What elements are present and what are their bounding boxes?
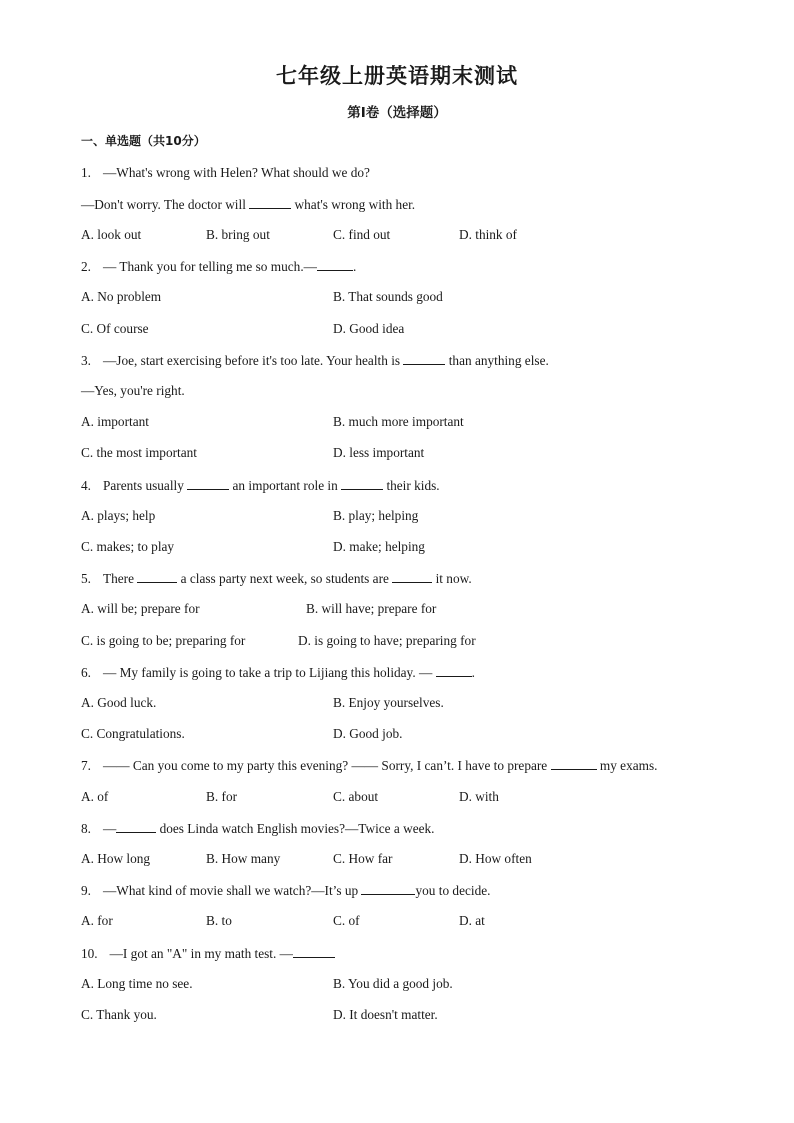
option-a[interactable]: A. of (81, 789, 109, 804)
question-text: —— Can you come to my party this evening? —— Sorry, I can’t. I have to prepare (102, 758, 548, 773)
question-text: — Thank you for telling me so much.— (102, 259, 317, 274)
option-a[interactable]: A. Good luck. (81, 695, 157, 710)
option-c[interactable]: C. is going to be; preparing for (81, 633, 246, 648)
question-number: 1. (81, 165, 91, 180)
question-number: 5. (81, 571, 91, 586)
answer-blank[interactable] (341, 476, 383, 490)
option-d[interactable]: D. at (459, 913, 485, 928)
option-c[interactable]: C. makes; to play (81, 539, 175, 554)
question-text: — My family is going to take a trip to Lijiang this holiday. — (102, 665, 433, 680)
question-number: 4. (81, 478, 91, 493)
question-7 (81, 756, 657, 775)
option-c[interactable]: C. Thank you. (81, 1007, 157, 1022)
question-text: —What kind of movie shall we watch?—It’s up (102, 883, 359, 898)
option-c[interactable]: C. of (333, 913, 360, 928)
question-text: it now. (435, 571, 472, 586)
page-title: 七年级上册英语期末测试 (276, 64, 518, 88)
option-d[interactable]: D. with (459, 789, 499, 804)
question-3-line2: —Yes, you're right. (81, 383, 185, 398)
answer-blank[interactable] (137, 569, 177, 583)
question-number: 7. (81, 758, 91, 773)
option-b[interactable]: B. bring out (206, 227, 270, 242)
question-text: what's wrong with her. (294, 197, 416, 212)
question-text: —I got an "A" in my math test. — (109, 946, 293, 961)
question-8 (81, 819, 435, 838)
option-b[interactable]: B. to (206, 913, 232, 928)
option-b[interactable]: B. You did a good job. (333, 976, 453, 991)
question-number: 9. (81, 883, 91, 898)
option-a[interactable]: A. Long time no see. (81, 976, 193, 991)
option-a[interactable]: A. will be; prepare for (81, 601, 200, 616)
option-b[interactable]: B. Enjoy yourselves. (333, 695, 444, 710)
answer-blank[interactable] (249, 195, 291, 209)
option-b[interactable]: B. How many (206, 851, 281, 866)
option-a[interactable]: A. look out (81, 227, 142, 242)
option-b[interactable]: B. play; helping (333, 508, 419, 523)
question-text: —Don't worry. The doctor will (81, 197, 246, 212)
option-a[interactable]: A. How long (81, 851, 151, 866)
answer-blank[interactable] (361, 881, 415, 895)
option-a[interactable]: A. No problem (81, 289, 162, 304)
question-text: a class party next week, so students are (180, 571, 389, 586)
question-text: Parents usually (102, 478, 184, 493)
question-6 (81, 663, 475, 682)
question-number: 6. (81, 665, 91, 680)
question-number: 2. (81, 259, 91, 274)
question-10 (81, 944, 335, 963)
question-text: you to decide. (415, 883, 491, 898)
answer-blank[interactable] (436, 663, 472, 677)
answer-blank[interactable] (293, 944, 335, 958)
question-text: . (471, 665, 475, 680)
question-2 (81, 257, 356, 276)
question-text: —Joe, start exercising before it's too late. Your health is (102, 353, 401, 368)
question-number: 3. (81, 353, 91, 368)
option-c[interactable]: C. How far (333, 851, 393, 866)
question-1-line2 (81, 195, 415, 214)
option-d[interactable]: D. less important (333, 445, 425, 460)
answer-blank[interactable] (551, 756, 597, 770)
option-d[interactable]: D. think of (459, 227, 517, 242)
option-c[interactable]: C. about (333, 789, 379, 804)
section-heading: 一、单选题（共10分） (81, 134, 206, 148)
option-d[interactable]: D. is going to have; preparing for (298, 633, 476, 648)
option-c[interactable]: C. find out (333, 227, 391, 242)
question-text: their kids. (386, 478, 440, 493)
question-text: than anything else. (448, 353, 549, 368)
answer-blank[interactable] (403, 351, 445, 365)
question-text: an important role in (232, 478, 338, 493)
question-number: 10. (81, 946, 98, 961)
option-d[interactable]: D. It doesn't matter. (333, 1007, 438, 1022)
question-text: my exams. (599, 758, 658, 773)
option-b[interactable]: B. will have; prepare for (306, 601, 437, 616)
option-b[interactable]: B. for (206, 789, 238, 804)
option-d[interactable]: D. make; helping (333, 539, 425, 554)
question-text: — (102, 821, 117, 836)
option-a[interactable]: A. for (81, 913, 113, 928)
option-b[interactable]: B. That sounds good (333, 289, 443, 304)
option-d[interactable]: D. Good idea (333, 321, 405, 336)
option-c[interactable]: C. Congratulations. (81, 726, 185, 741)
question-4 (81, 476, 440, 495)
question-3 (81, 351, 549, 370)
question-5 (81, 569, 472, 588)
option-d[interactable]: D. Good job. (333, 726, 403, 741)
option-b[interactable]: B. much more important (333, 414, 464, 429)
question-9 (81, 881, 490, 900)
question-1 (81, 164, 370, 182)
option-a[interactable]: A. plays; help (81, 508, 156, 523)
question-text: . (352, 259, 357, 274)
question-number: 8. (81, 821, 91, 836)
question-text: does Linda watch English movies?—Twice a week. (159, 821, 435, 836)
volume-subtitle: 第I卷（选择题） (347, 105, 447, 121)
answer-blank[interactable] (317, 257, 353, 271)
answer-blank[interactable] (116, 819, 156, 833)
option-a[interactable]: A. important (81, 414, 149, 429)
option-d[interactable]: D. How often (459, 851, 532, 866)
question-text: There (102, 571, 134, 586)
question-text: —What's wrong with Helen? What should we do? (102, 165, 370, 180)
option-c[interactable]: C. the most important (81, 445, 197, 460)
answer-blank[interactable] (392, 569, 432, 583)
option-c[interactable]: C. Of course (81, 321, 149, 336)
answer-blank[interactable] (187, 476, 229, 490)
